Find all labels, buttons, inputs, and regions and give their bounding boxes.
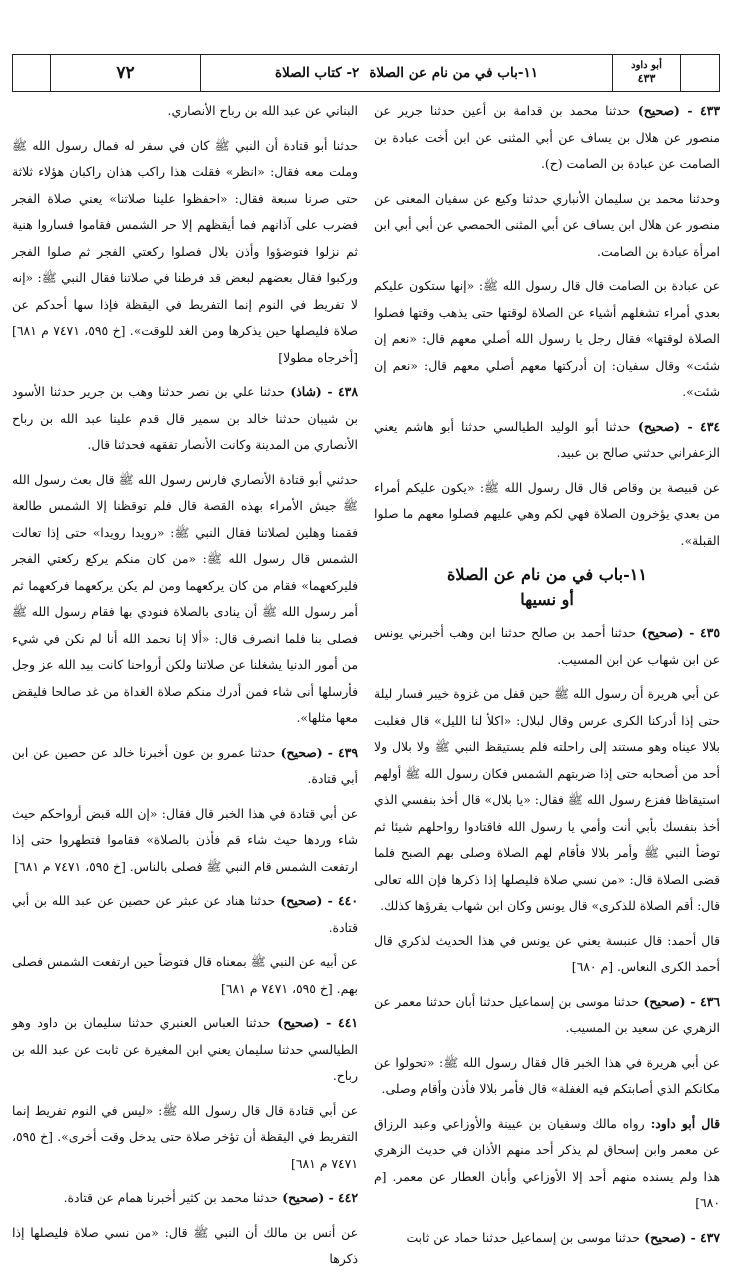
paragraph-text: حدثنا عمرو بن عون أخبرنا خالد عن حصين عن ابن أبي قتادة.	[12, 744, 358, 786]
paragraph-text: وحدثنا محمد بن سليمان الأنباري حدثنا وكيع عن سفيان المعنى عن منصور عن هلال ابن يساف عن أبي المثنى الحمصي عن أبي أبي ابن امرأة عبادة بن الصامت.	[374, 190, 720, 259]
text-paragraph	[12, 1098, 358, 1178]
hadith-grade: (شاذ)	[284, 384, 322, 399]
text-paragraph	[374, 681, 720, 920]
paragraph-text: حدثنا محمد بن قدامة بن أعين حدثنا جرير عن منصور عن هلال بن يساف عن أبي المثنى عن ابن أخت عبادة بن الصامت عن عبادة بن الصامت (ح).	[374, 103, 720, 171]
hadith-paragraph	[374, 989, 720, 1042]
hadith-number: ٤٣٥ -	[683, 625, 720, 640]
hadith-number: ٤٣٨ -	[321, 384, 358, 399]
abu-dawud-note: قال أبو داود:	[644, 1115, 720, 1131]
hadith-grade: (صحيح)	[635, 625, 684, 640]
page-header	[12, 54, 720, 92]
page-number: ٧٢	[51, 55, 201, 91]
hadith-number: ٤٤٠ -	[322, 893, 358, 908]
hadith-number: ٤٣٦ -	[685, 993, 720, 1009]
paragraph-text: حدثنا العباس العنبري حدثنا سليمان بن داود وهو الطيالسي حدثنا سليمان يعني ابن المغيرة عن ثابت عن عبد الله بن رباح.	[12, 1015, 358, 1083]
section-heading-line-1: ١١-باب في من نام عن الصلاة	[447, 565, 647, 584]
text-paragraph	[12, 1220, 358, 1273]
hadith-paragraph	[12, 740, 358, 793]
hadith-number: ٤٣٧ -	[686, 1229, 720, 1245]
paragraph-text: حدثنا أحمد بن صالح حدثنا ابن وهب أخبرني يونس عن ابن شهاب عن ابن المسيب.	[374, 625, 720, 667]
hadith-paragraph	[374, 414, 720, 467]
text-paragraph	[12, 801, 358, 881]
text-paragraph	[374, 273, 720, 406]
paragraph-text: عن أبيه عن النبي ﷺ بمعناه قال فتوضأ حين ارتفعت الشمس فصلى بهم. [خ ٥٩٥، ٧٤٧١ م ٦٨١]	[12, 954, 358, 996]
section-heading	[374, 562, 720, 612]
hadith-grade: (صحيح)	[638, 993, 686, 1009]
left-column	[12, 98, 359, 1266]
paragraph-text: عن أبي قتادة في هذا الخبر قال فقال: «إن الله قبض أرواحكم حيث شاء وردها حيث شاء قم فأذن بالصلاة» فقاموا فتطهروا حتى إذا ارتفعت الشمس قام النبي ﷺ فصلى بالناس. [خ ٥٩٥، ٧٤٧١ م ٦٨١]	[12, 805, 358, 874]
hadith-number: ٤٤٢ -	[324, 1190, 358, 1205]
right-column	[374, 98, 721, 1245]
hadith-paragraph	[374, 1225, 720, 1252]
hadith-range: ٤٣٣	[637, 72, 656, 86]
paragraph-text: حدثنا أبو الوليد الطيالسي حدثنا أبو هاشم يعني الزعفراني حدثني صالح بن عبيد.	[374, 418, 720, 460]
hadith-grade: (صحيح)	[630, 103, 680, 118]
hadith-number: ٤٤١ -	[319, 1015, 359, 1030]
hadith-grade: (صحيح)	[275, 893, 323, 908]
hadith-paragraph	[12, 379, 358, 459]
text-paragraph	[374, 475, 720, 555]
text-paragraph	[12, 133, 358, 372]
hadith-paragraph	[12, 1010, 358, 1090]
text-paragraph	[12, 949, 358, 1002]
hadith-number: ٤٣٩ -	[322, 744, 358, 760]
hadith-number: ٤٣٣ -	[679, 103, 720, 118]
header-book-cell	[613, 55, 681, 91]
paragraph-text: عن قبيصة بن وقاص قال قال رسول الله ﷺ: «يكون عليكم أمراء من بعدي يؤخرون الصلاة فهي لكم وهي عليهم فصلوا معهم ما صلوا القبلة».	[374, 479, 720, 548]
hadith-grade: (صحيح)	[630, 418, 680, 434]
hadith-paragraph	[374, 620, 720, 673]
hadith-grade: (صحيح)	[275, 744, 323, 760]
hadith-grade: (صحيح)	[639, 1229, 687, 1245]
paragraph-text: قال أحمد: قال عنبسة يعني عن يونس في هذا الحديث لذكري قال أحمد الكرى النعاس. [م ٦٨٠]	[374, 932, 720, 974]
paragraph-text: عن أنس بن مالك أن النبي ﷺ قال: «من نسي صلاة فليصلها إذا ذكرها	[12, 1224, 358, 1266]
hadith-paragraph	[12, 1185, 358, 1212]
hadith-grade: (صحيح)	[270, 1015, 320, 1030]
header-title	[201, 55, 613, 91]
hadith-paragraph	[12, 888, 358, 941]
paragraph-text: رواه مالك وسفيان بن عيينة والأوزاعي وعبد الرزاق عن معمر وابن إسحاق لم يذكر أحد منهم الأذان في حديث الزهري هذا ولم يسنده منهم أحد إلا الأوزاعي وأبان العطار عن معمر. [م ٦٨٠]	[374, 1115, 720, 1210]
paragraph-text: عن عبادة بن الصامت قال قال رسول الله ﷺ: «إنها ستكون عليكم بعدي أمراء تشغلهم أشياء عن الصلاة لوقتها حتى يذهب وقتها فصلوا الصلاة لوقتها» فقال رجل يا رسول الله أصلي معهم قال: «نعم إن شئت» وقال سفيان: إن أدركتها معهم أصلي معهم قال: «نعم إن شئت».	[374, 278, 720, 399]
text-paragraph	[12, 467, 358, 732]
paragraph-text: حدثنا هناد عن عبثر عن حصين عن عبد الله بن أبي قتادة.	[12, 893, 358, 935]
text-paragraph	[374, 1050, 720, 1103]
book-name: أبو داود	[631, 59, 662, 71]
text-paragraph	[374, 928, 720, 981]
text-paragraph	[374, 1111, 720, 1217]
paragraph-text: عن أبي هريرة في هذا الخبر قال فقال رسول الله ﷺ: «تحولوا عن مكانكم الذي أصابتكم فيه الغفلة» قال فأمر بلالا فأذن وأقام وصلى.	[374, 1054, 720, 1096]
paragraph-text: حدثني أبو قتادة الأنصاري فارس رسول الله ﷺ قال بعث رسول الله ﷺ جيش الأمراء بهذه القصة قال فلم توقظنا إلا الشمس طالعة فقمنا وهلين لصلاتنا فقال النبي ﷺ: «رويدا رويدا» حتى إذا تعالت الشمس قال رسول الله ﷺ: «من كان منكم يركع ركعتي الفجر فليركعهما» فقام من كان يركعهما ومن لم يكن يركعهما فركعهما ثم أمر رسول الله ﷺ أن ينادى بالصلاة فنودي بها فقام رسول الله ﷺ فصلى بنا فلما انصرف قال: «ألا إنا نحمد الله أنا لم نكن في شيء من أمور الدنيا يشغلنا عن صلاتنا ولكن أرواحنا كانت بيد الله عز وجل فأرسلها أنى شاء فمن أدرك منكم صلاة الغداة من غد صالحا فليقض معها مثلها».	[12, 471, 358, 725]
section-heading-line-2: أو نسيها	[520, 590, 574, 609]
paragraph-text: حدثنا محمد بن كثير أخبرنا همام عن قتادة.	[63, 1190, 278, 1205]
hadith-number: ٤٣٤ -	[679, 418, 721, 434]
text-paragraph	[12, 98, 358, 125]
paragraph-text: حدثنا أبو قتادة أن النبي ﷺ كان في سفر له فمال رسول الله ﷺ وملت معه فقال: «انظر» فقلت هذا راكب هذان راكبان هؤلاء ثلاثة حتى صرنا سبعة فقال: «احفظوا علينا صلاتنا» يعني صلاة الفجر فضرب على آذانهم فما أيقظهم إلا حر الشمس فقاموا فساروا هنية ثم نزلوا فتوضؤوا وأذن بلال فصلوا ركعتي الفجر ثم صلوا الفجر وركبوا فقال بعضهم لبعض قد فرطنا في صلاتنا فقال النبي ﷺ: «إنه لا تفريط في النوم إنما التفريط في اليقظة فإذا سها أحدكم عن صلاة فليصلها حين يذكرها ومن الغد للوقت». [خ ٥٩٥، ٧٤٧١ م ٦٨١] [أخرجاه مطولا]	[12, 137, 358, 365]
text-paragraph	[374, 186, 720, 266]
header-empty-cell-1	[13, 55, 51, 91]
page-body	[12, 98, 721, 1266]
paragraph-text: البناني عن عبد الله بن رباح الأنصاري.	[167, 103, 358, 118]
paragraph-text: حدثنا موسى بن إسماعيل حدثنا حماد عن ثابت	[406, 1229, 640, 1245]
book-title: ٢- كتاب الصلاة	[275, 65, 360, 81]
hadith-grade: (صحيح)	[277, 1190, 325, 1205]
chapter-title: ١١-باب في من نام عن الصلاة	[369, 65, 538, 81]
paragraph-text: عن أبي هريرة أن رسول الله ﷺ حين قفل من غزوة خيبر فسار ليلة حتى إذا أدركنا الكرى عرس وقال لبلال: «اكلأ لنا الليل» قال فغلبت بلالا عيناه وهو مستند إلى راحلته فلم يستيقظ النبي ﷺ ولا بلال ولا أحد من أصحابه حتى إذا ضربتهم الشمس فكان رسول الله ﷺ أولهم استيقاظا ففزع رسول الله ﷺ فقال: «يا بلال» قال أخذ بنفسي الذي أخذ بنفسك بأبي أنت وأمي يا رسول الله فاقتادوا رواحلهم شيئا ثم توضأ النبي ﷺ وأمر بلالا فأقام لهم الصلاة وصلى بهم الصبح فلما قضى الصلاة قال: «من نسي صلاة فليصلها إذا ذكرها فإن الله تعالى قال: أقم الصلاة للذكرى» قال يونس وكان ابن شهاب يقرؤها كذلك.	[374, 686, 720, 913]
hadith-paragraph	[374, 98, 720, 178]
paragraph-text: حدثنا موسى بن إسماعيل حدثنا أبان حدثنا معمر عن الزهري عن سعيد بن المسيب.	[374, 993, 720, 1035]
paragraph-text: حدثنا علي بن نصر حدثنا وهب بن جرير حدثنا الأسود بن شيبان حدثنا خالد بن سمير قال قدم علينا عبد الله بن رباح الأنصاري من المدينة وكانت الأنصار تفقهه فحدثنا قال.	[12, 384, 358, 452]
paragraph-text: عن أبي قتادة قال قال رسول الله ﷺ: «ليس في النوم تفريط إنما التفريط في اليقظة أن تؤخر صلاة حتى يدخل وقت أخرى». [خ ٥٩٥، ٧٤٧١ م ٦٨١]	[12, 1102, 358, 1171]
header-empty-cell-2	[681, 55, 719, 91]
